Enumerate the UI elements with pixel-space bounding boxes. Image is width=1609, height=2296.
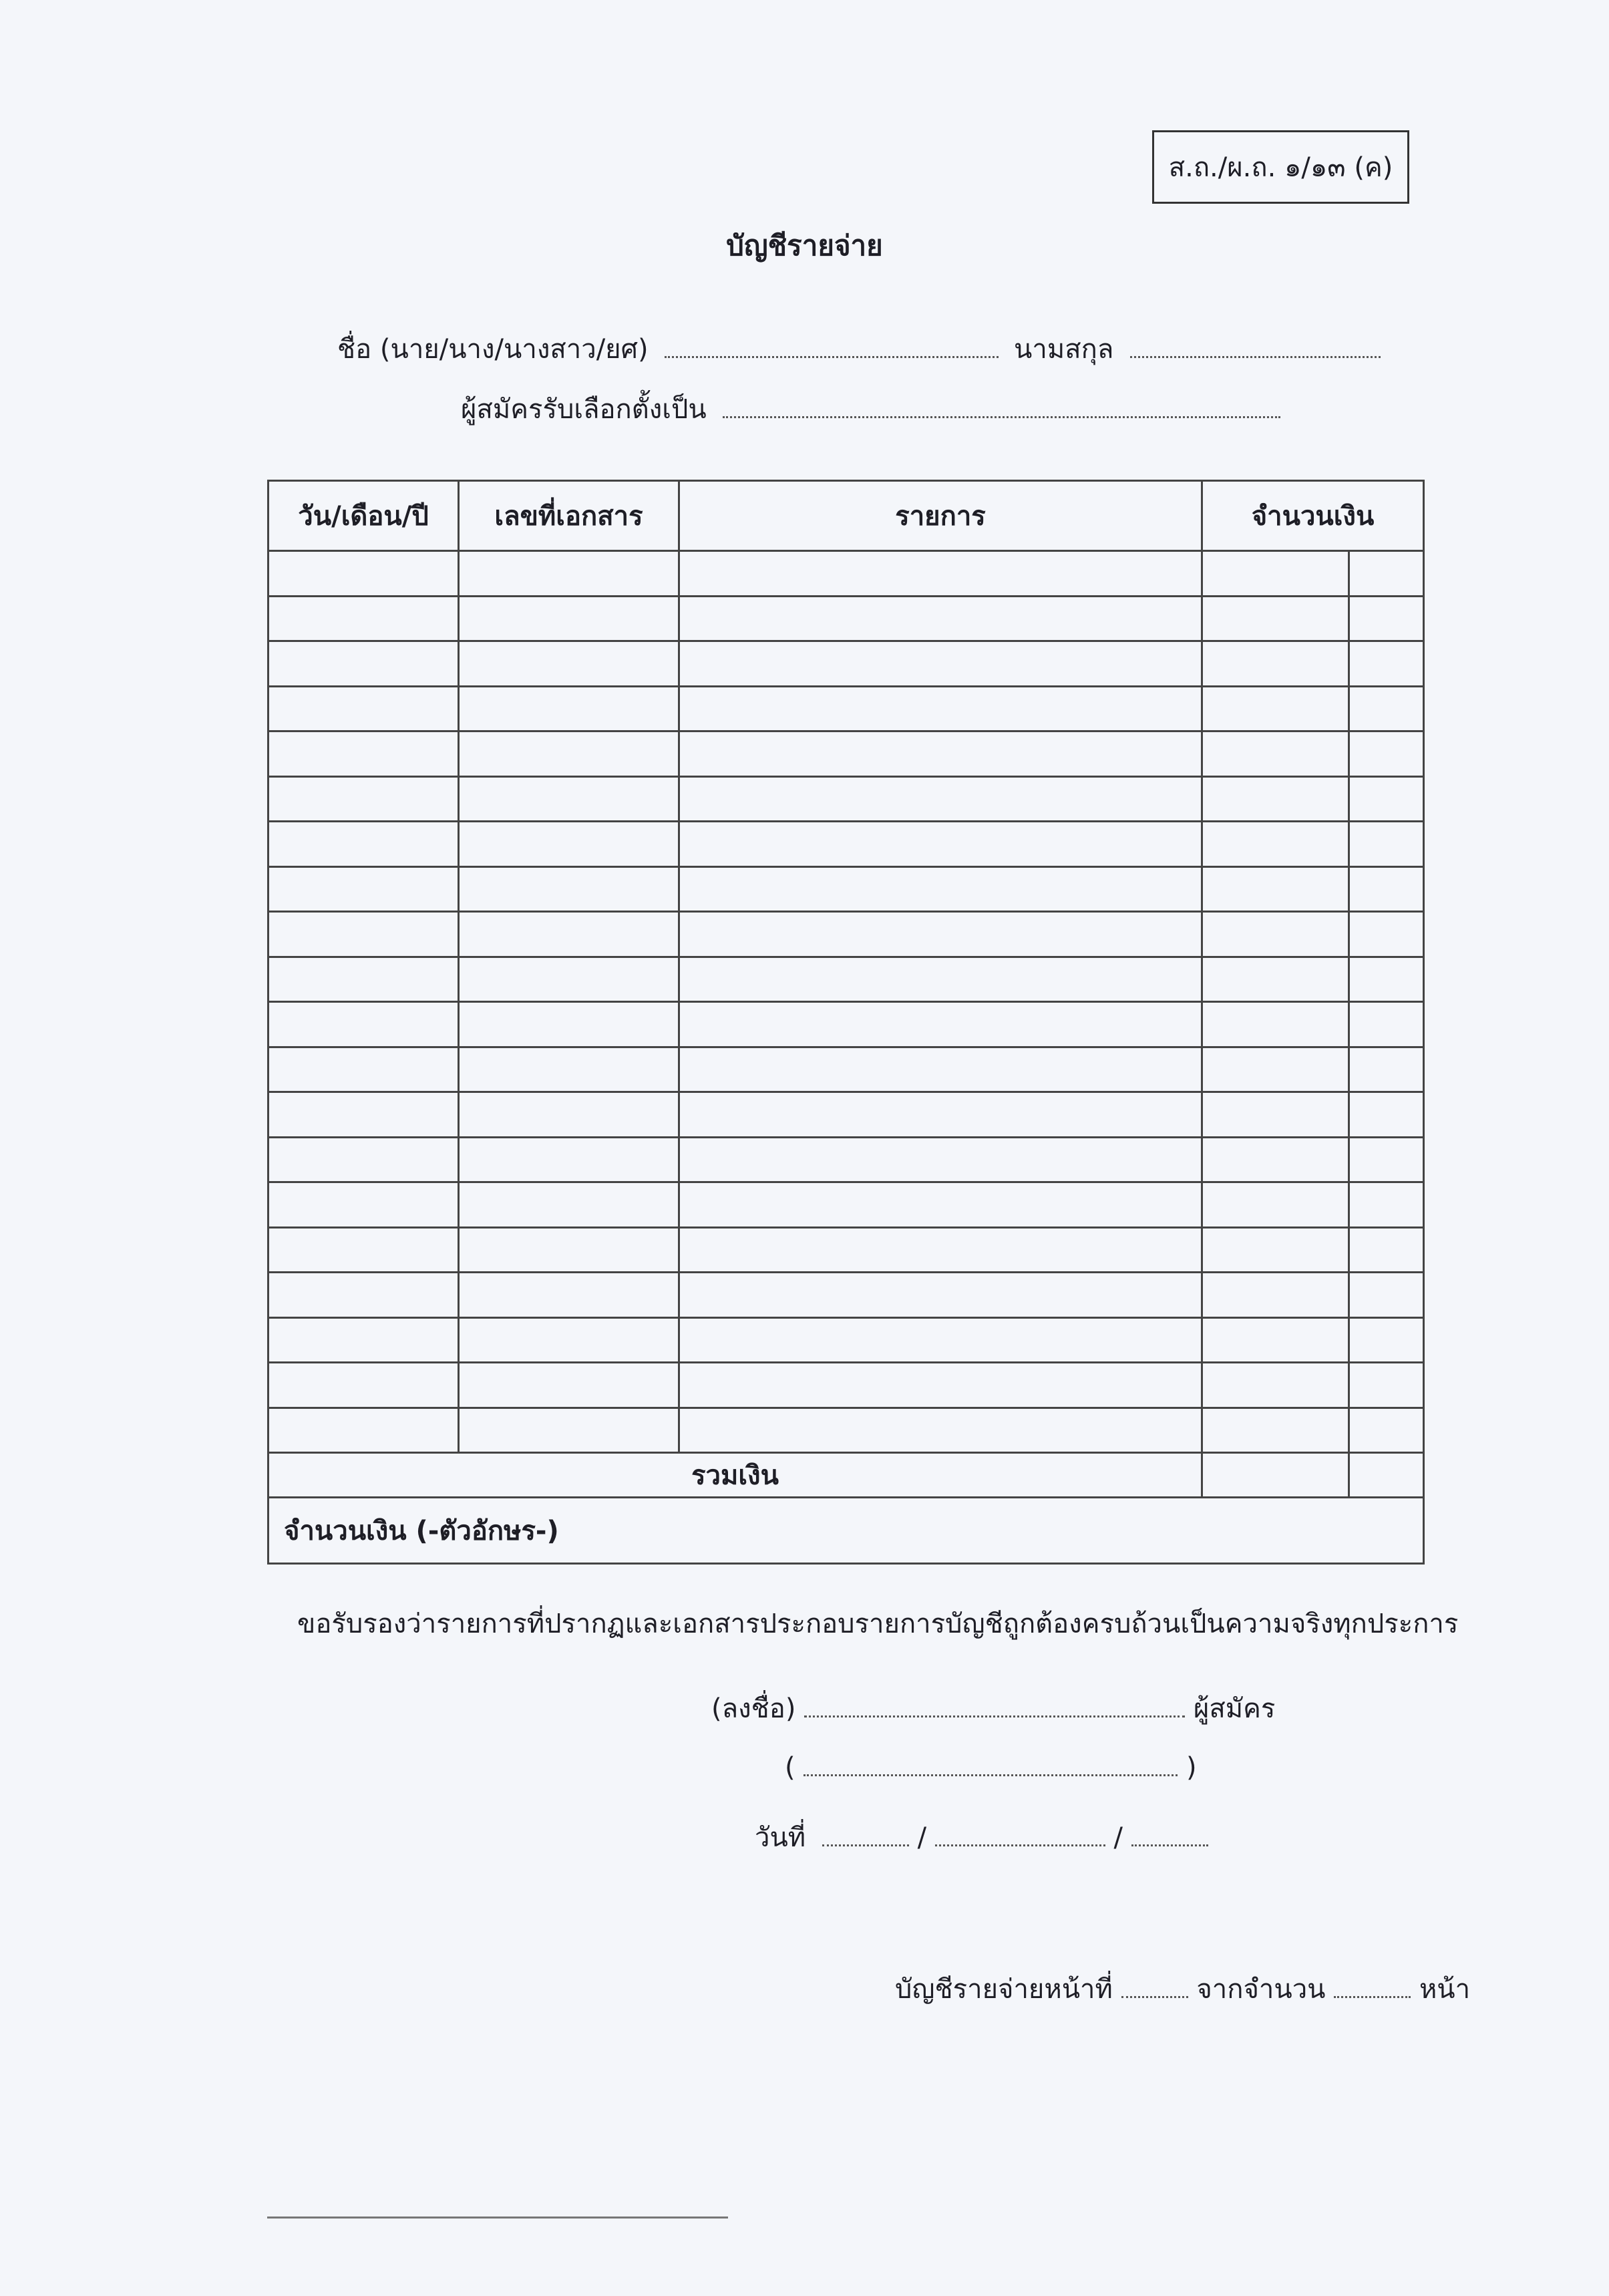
page-total-field[interactable] <box>1334 1973 1411 1998</box>
date-cell[interactable] <box>269 957 459 1002</box>
item-cell[interactable] <box>679 731 1202 777</box>
form-code: ส.ถ./ผ.ถ. ๑/๑๓ (ค) <box>1168 152 1393 183</box>
date-cell[interactable] <box>269 1317 459 1363</box>
item-cell[interactable] <box>679 1317 1202 1363</box>
footer-rule <box>267 2217 728 2219</box>
date-year-field[interactable] <box>1131 1822 1208 1846</box>
satang-cell[interactable] <box>1349 551 1424 597</box>
date-cell[interactable] <box>269 1273 459 1318</box>
docno-cell[interactable] <box>459 1408 679 1453</box>
amount-cell[interactable] <box>1202 866 1349 912</box>
satang-cell[interactable] <box>1349 1363 1424 1408</box>
table-row <box>269 776 1424 822</box>
item-cell[interactable] <box>679 1182 1202 1228</box>
table-row <box>269 1408 1424 1453</box>
date-cell[interactable] <box>269 822 459 867</box>
date-cell[interactable] <box>269 1047 459 1092</box>
date-row <box>755 1816 1208 1858</box>
table-row <box>269 1227 1424 1273</box>
total-row <box>269 1453 1424 1498</box>
satang-cell[interactable] <box>1349 1227 1424 1273</box>
item-cell[interactable] <box>679 596 1202 641</box>
docno-cell[interactable] <box>459 641 679 687</box>
satang-cell[interactable] <box>1349 731 1424 777</box>
date-cell[interactable] <box>269 1408 459 1453</box>
docno-cell[interactable] <box>459 776 679 822</box>
satang-cell[interactable] <box>1349 957 1424 1002</box>
paren-open: ( <box>785 1752 795 1783</box>
amount-cell[interactable] <box>1202 1317 1349 1363</box>
amount-cell[interactable] <box>1202 686 1349 731</box>
docno-cell[interactable] <box>459 1182 679 1228</box>
satang-cell[interactable] <box>1349 822 1424 867</box>
date-slash-2: / <box>1113 1822 1123 1853</box>
item-cell[interactable] <box>679 822 1202 867</box>
date-cell[interactable] <box>269 686 459 731</box>
page-counter-prefix: บัญชีรายจ่ายหน้าที่ <box>895 1974 1113 2005</box>
docno-cell[interactable] <box>459 1273 679 1318</box>
amount-words-row <box>269 1498 1424 1564</box>
amount-cell[interactable] <box>1202 1363 1349 1408</box>
certification-text: ขอรับรองว่ารายการที่ปรากฏและเอกสารประกอบรายการบัญชีถูกต้องครบถ้วนเป็นความจริงทุกประการ <box>297 1609 1459 1639</box>
docno-cell[interactable] <box>459 1363 679 1408</box>
page-title: บัญชีรายจ่าย <box>726 229 883 262</box>
table-row <box>269 551 1424 597</box>
ledger-body <box>269 551 1424 1453</box>
satang-cell[interactable] <box>1349 1317 1424 1363</box>
table-header-row <box>269 481 1424 551</box>
table-row <box>269 1273 1424 1318</box>
total-label: รวมเงิน <box>269 1453 1202 1498</box>
satang-cell[interactable] <box>1349 641 1424 687</box>
amount-cell[interactable] <box>1202 1092 1349 1138</box>
page-counter-suffix: หน้า <box>1419 1974 1471 2005</box>
docno-cell[interactable] <box>459 866 679 912</box>
amount-cell[interactable] <box>1202 1227 1349 1273</box>
date-month-field[interactable] <box>935 1822 1105 1846</box>
total-satang-cell[interactable] <box>1349 1453 1424 1498</box>
docno-cell[interactable] <box>459 1317 679 1363</box>
date-cell[interactable] <box>269 596 459 641</box>
satang-cell[interactable] <box>1349 1182 1424 1228</box>
page-counter <box>895 1967 1470 2010</box>
satang-cell[interactable] <box>1349 1002 1424 1047</box>
date-cell[interactable] <box>269 912 459 957</box>
page-number-field[interactable] <box>1121 1973 1188 1998</box>
satang-cell[interactable] <box>1349 912 1424 957</box>
satang-cell[interactable] <box>1349 1273 1424 1318</box>
table-row <box>269 1182 1424 1228</box>
date-slash-1: / <box>917 1822 927 1853</box>
amount-cell[interactable] <box>1202 822 1349 867</box>
docno-cell[interactable] <box>459 957 679 1002</box>
col-amount-header: จำนวนเงิน <box>1202 481 1424 551</box>
date-cell[interactable] <box>269 1363 459 1408</box>
table-row <box>269 1363 1424 1408</box>
table-row <box>269 1092 1424 1138</box>
satang-cell[interactable] <box>1349 1137 1424 1182</box>
printed-name-field[interactable] <box>803 1752 1178 1776</box>
col-item-header: รายการ <box>679 481 1202 551</box>
table-row <box>269 957 1424 1002</box>
date-day-field[interactable] <box>822 1822 909 1846</box>
candidate-field[interactable] <box>723 393 1280 418</box>
date-cell[interactable] <box>269 866 459 912</box>
item-cell[interactable] <box>679 776 1202 822</box>
paren-close: ) <box>1186 1752 1197 1783</box>
date-cell[interactable] <box>269 641 459 687</box>
table-row <box>269 1137 1424 1182</box>
date-cell[interactable] <box>269 1137 459 1182</box>
satang-cell[interactable] <box>1349 776 1424 822</box>
form-code-box <box>1152 130 1409 204</box>
date-cell[interactable] <box>269 1182 459 1228</box>
table-row <box>269 731 1424 777</box>
amount-cell[interactable] <box>1202 1047 1349 1092</box>
signature-field[interactable] <box>804 1693 1185 1717</box>
amount-cell[interactable] <box>1202 731 1349 777</box>
amount-cell[interactable] <box>1202 1408 1349 1453</box>
satang-cell[interactable] <box>1349 1092 1424 1138</box>
date-cell[interactable] <box>269 1092 459 1138</box>
candidate-label: ผู้สมัครรับเลือกตั้งเป็น <box>461 394 707 425</box>
table-row <box>269 1047 1424 1092</box>
printed-name-row <box>785 1752 1197 1783</box>
table-row <box>269 866 1424 912</box>
docno-cell[interactable] <box>459 596 679 641</box>
docno-cell[interactable] <box>459 1047 679 1092</box>
item-cell[interactable] <box>679 1002 1202 1047</box>
candidate-row <box>461 387 1280 430</box>
table-row <box>269 1002 1424 1047</box>
table-row <box>269 596 1424 641</box>
satang-cell[interactable] <box>1349 866 1424 912</box>
item-cell[interactable] <box>679 1273 1202 1318</box>
docno-cell[interactable] <box>459 1002 679 1047</box>
total-amount-cell[interactable] <box>1202 1453 1349 1498</box>
item-cell[interactable] <box>679 1047 1202 1092</box>
date-cell[interactable] <box>269 776 459 822</box>
date-cell[interactable] <box>269 1227 459 1273</box>
satang-cell[interactable] <box>1349 686 1424 731</box>
table-row <box>269 686 1424 731</box>
docno-cell[interactable] <box>459 1227 679 1273</box>
sign-suffix: ผู้สมัคร <box>1193 1693 1276 1724</box>
amount-cell[interactable] <box>1202 912 1349 957</box>
name-row <box>337 327 1381 370</box>
item-cell[interactable] <box>679 957 1202 1002</box>
docno-cell[interactable] <box>459 686 679 731</box>
satang-cell[interactable] <box>1349 1047 1424 1092</box>
item-cell[interactable] <box>679 641 1202 687</box>
table-row <box>269 1317 1424 1363</box>
amount-cell[interactable] <box>1202 1002 1349 1047</box>
docno-cell[interactable] <box>459 1092 679 1138</box>
date-label: วันที่ <box>755 1822 806 1853</box>
amount-cell[interactable] <box>1202 776 1349 822</box>
signature-row <box>711 1687 1275 1730</box>
docno-cell[interactable] <box>459 551 679 597</box>
item-cell[interactable] <box>679 1137 1202 1182</box>
item-cell[interactable] <box>679 866 1202 912</box>
surname-label: นามสกุล <box>1014 334 1114 365</box>
surname-field[interactable] <box>1130 333 1381 358</box>
table-row <box>269 641 1424 687</box>
amount-words-label: จำนวนเงิน (-ตัวอักษร-) <box>269 1498 1424 1564</box>
date-cell[interactable] <box>269 731 459 777</box>
docno-cell[interactable] <box>459 731 679 777</box>
docno-cell[interactable] <box>459 912 679 957</box>
table-row <box>269 912 1424 957</box>
date-cell[interactable] <box>269 1002 459 1047</box>
item-cell[interactable] <box>679 912 1202 957</box>
col-date-header: วัน/เดือน/ปี <box>269 481 459 551</box>
amount-cell[interactable] <box>1202 596 1349 641</box>
amount-cell[interactable] <box>1202 551 1349 597</box>
expense-ledger-table <box>267 480 1425 1565</box>
item-cell[interactable] <box>679 1092 1202 1138</box>
ledger-table-wrap <box>267 480 1425 1565</box>
date-cell[interactable] <box>269 551 459 597</box>
amount-cell[interactable] <box>1202 1182 1349 1228</box>
item-cell[interactable] <box>679 686 1202 731</box>
page-counter-middle: จากจำนวน <box>1196 1974 1326 2005</box>
table-row <box>269 822 1424 867</box>
amount-cell[interactable] <box>1202 641 1349 687</box>
name-field[interactable] <box>665 333 999 358</box>
amount-cell[interactable] <box>1202 957 1349 1002</box>
name-label: ชื่อ (นาย/นาง/นางสาว/ยศ) <box>337 334 649 365</box>
col-docno-header: เลขที่เอกสาร <box>459 481 679 551</box>
sign-prefix: (ลงชื่อ) <box>711 1693 796 1724</box>
item-cell[interactable] <box>679 1227 1202 1273</box>
satang-cell[interactable] <box>1349 596 1424 641</box>
item-cell[interactable] <box>679 1363 1202 1408</box>
item-cell[interactable] <box>679 551 1202 597</box>
satang-cell[interactable] <box>1349 1408 1424 1453</box>
docno-cell[interactable] <box>459 822 679 867</box>
docno-cell[interactable] <box>459 1137 679 1182</box>
item-cell[interactable] <box>679 1408 1202 1453</box>
amount-cell[interactable] <box>1202 1137 1349 1182</box>
amount-cell[interactable] <box>1202 1273 1349 1318</box>
